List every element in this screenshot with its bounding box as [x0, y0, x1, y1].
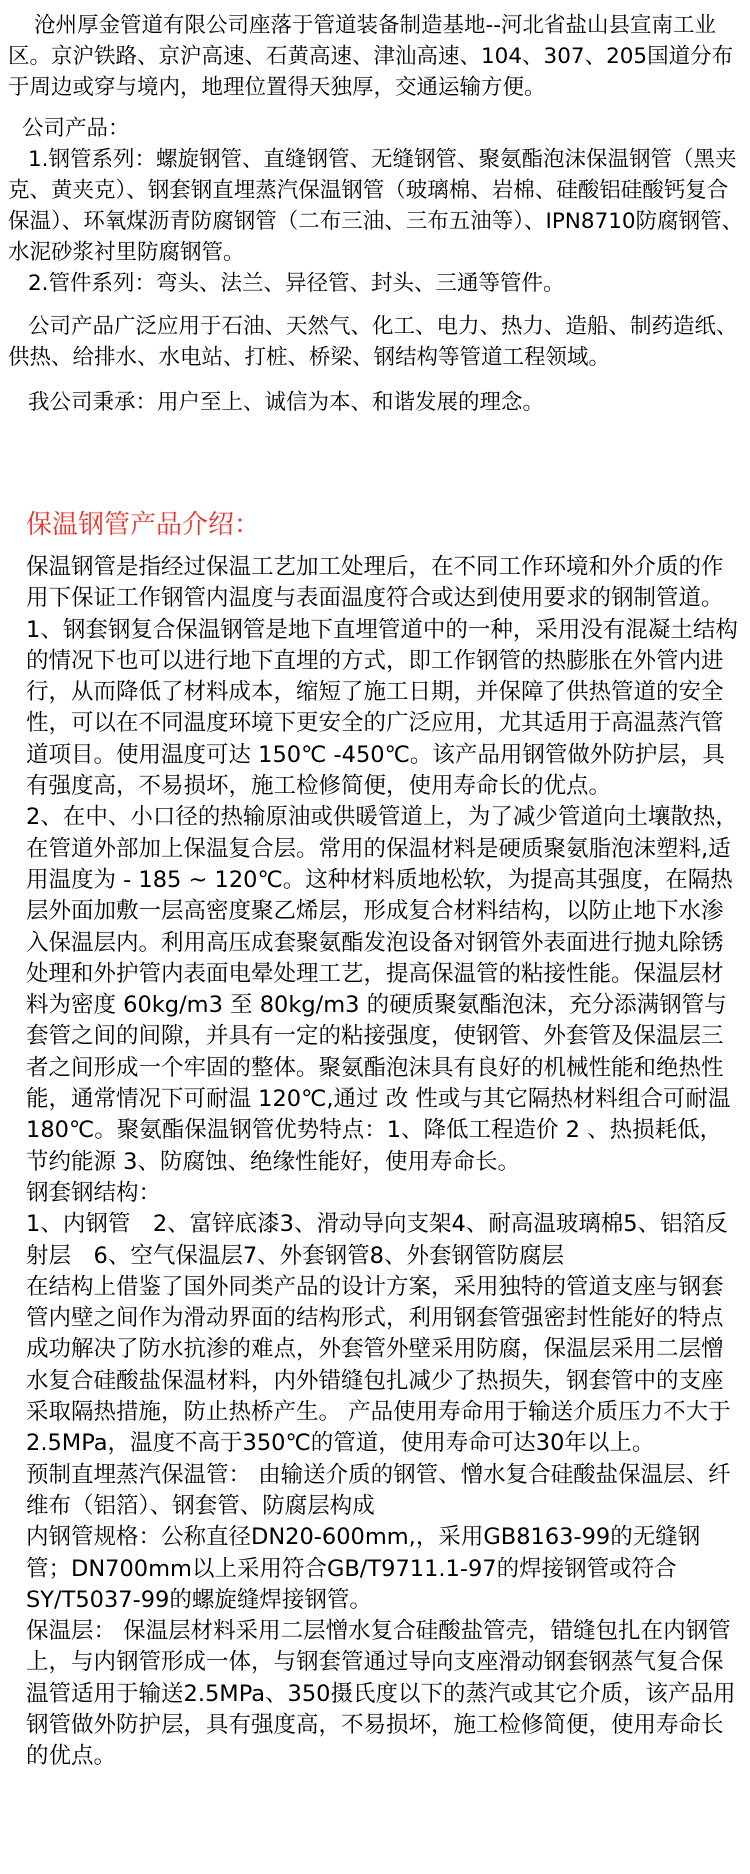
design-paragraph: 在结构上借鉴了国外同类产品的设计方案，采用独特的管道支座与钢套管内壁之间作为滑动界面的结构形式，利用钢套管强密封性能好的特点成功解决了防水抗渗的难点，外套管外壁采用防腐，保温层采用二层憎水复合硅酸盐保温材料，内外错缝包扎减少了热损失，钢套管中的支座采取隔热措施，防止热桥产生。 产品使用寿命用于输送介质压力不大于2.5MPa，温度不高于350℃的管道，使用寿命可达30年以上。 — [26, 1273, 731, 1457]
intro-location-paragraph: 沧州厚金管道有限公司座落于管道装备制造基地--河北省盐山县宣南工业区。京沪铁路、京沪高速、石黄高速、津汕高速、104、307、205国道分布于周边或穿与境内，地理位置得天独厚，交通运输方便。 — [8, 13, 734, 100]
fittings-series: 2.管件系列：弯头、法兰、异径管、封头、三通等管件。 — [28, 271, 565, 296]
inner-pipe-spec-paragraph: 内钢管规格：公称直径DN20-600mm,，采用GB8163-99的无缝钢管；DN700mm以上采用符合GB/T9711.1-97的焊接钢管或符合SY/T5037-99的螺旋缝焊接钢管。 — [26, 1524, 701, 1613]
philosophy-paragraph: 我公司秉承：用户至上、诚信为本、和谐发展的理念。 — [28, 390, 545, 415]
applications-paragraph: 公司产品广泛应用于石油、天然气、化工、电力、热力、造船、制药造纸、供热、给排水、水电站、打桩、桥梁、钢结构等管道工程领域。 — [8, 314, 738, 370]
polyurethane-paragraph: 2、在中、小口径的热输原油或供暖管道上，为了减少管道向土壤散热，在管道外部加上保温复合层。常用的保温材料是硬质聚氨脂泡沫塑料,适用温度为 - 185 ~ 120℃。这种材料质地松软，为提高其强度，在隔热层外面加敷一层高密度聚乙烯层，形成复合材料结构，以防止地下水渗入保温层内。利用高压成套聚氨酯发泡设备对钢管外表面进行抛丸除锈处理和外护管内表面电晕处理工艺，提高保温管的粘接性能。保温层材料为密度 60kg/m3 至 80kg/m3 的硬质聚氨酯泡沫，充分添满钢管与套管之间的间隙，并具有一定的粘接强度，使钢管、外套管及保温层三者之间形成一个牢固的整体。聚氨酯泡沫具有良好的机械性能和绝热性能，通常情况下可耐温 120℃,通过 改 性或与其它隔热材料组合可耐温 180℃。聚氨酯保温钢管优势特点：1、降低工程造价 2 、热损耗低，节约能源 3、防腐蚀、绝缘性能好，使用寿命长。 — [26, 804, 738, 1175]
section-title: 保温钢管产品介绍： — [26, 510, 261, 540]
spacer — [8, 299, 746, 311]
structure-list: 1、内钢管 2、富锌底漆3、滑动导向支架4、耐高温玻璃棉5、铝箔反射层 6、空气保温层7、外套钢管8、外套钢管防腐层 — [26, 1211, 728, 1269]
structure-heading: 钢套钢结构： — [26, 1179, 162, 1206]
spacer — [8, 103, 746, 113]
steel-pipe-series: 1.钢管系列：螺旋钢管、直缝钢管、无缝钢管、聚氨酯泡沫保温钢管（黑夹克、黄夹克）、钢套钢直埋蒸汽保温钢管（玻璃棉、岩棉、硅酸铝硅酸钙复合保温）、环氧煤沥青防腐钢管（二布三油、三布五油等）、IPN8710防腐钢管、水泥砂浆衬里防腐钢管。 — [8, 147, 744, 265]
steel-jacket-paragraph: 1、钢套钢复合保温钢管是地下直埋管道中的一种，采用没有混凝土结构的情况下也可以进行地下直埋的方式，即工作钢管的热膨胀在外管内进行，从而降低了材料成本，缩短了施工日期，并保障了供热管道的安全性，可以在不同温度环境下更安全的广泛应用，尤其适用于高温蒸汽管道项目。使用温度可达 150℃ -450℃。该产品用钢管做外防护层，具有强度高，不易损坏，施工检修简便，使用寿命长的优点。 — [26, 616, 738, 800]
products-heading: 公司产品： — [22, 116, 130, 141]
product-description — [26, 552, 738, 1773]
steam-pipe-paragraph: 预制直埋蒸汽保温管： 由输送介质的钢管、憎水复合硅酸盐保温层、纤维布（铝箔）、钢套管、防腐层构成 — [26, 1461, 731, 1519]
spacer — [8, 373, 746, 387]
company-intro — [8, 10, 746, 418]
definition-paragraph: 保温钢管是指经过保温工艺加工处理后，在不同工作环境和外介质的作用下保证工作钢管内温度与表面温度符合或达到使用要求的钢制管道。 — [26, 554, 724, 612]
insulation-layer-paragraph: 保温层： 保温层材料采用二层憎水复合硅酸盐管壳，错缝包扎在内钢管上，与内钢管形成一体，与钢套管通过导向支座滑动钢套钢蒸气复合保温管适用于输送2.5MPa、350摄氏度以下的蒸汽或其它介质，该产品用钢管做外防护层，具有强度高，不易损坏，施工检修简便，使用寿命长的优点。 — [26, 1618, 736, 1770]
